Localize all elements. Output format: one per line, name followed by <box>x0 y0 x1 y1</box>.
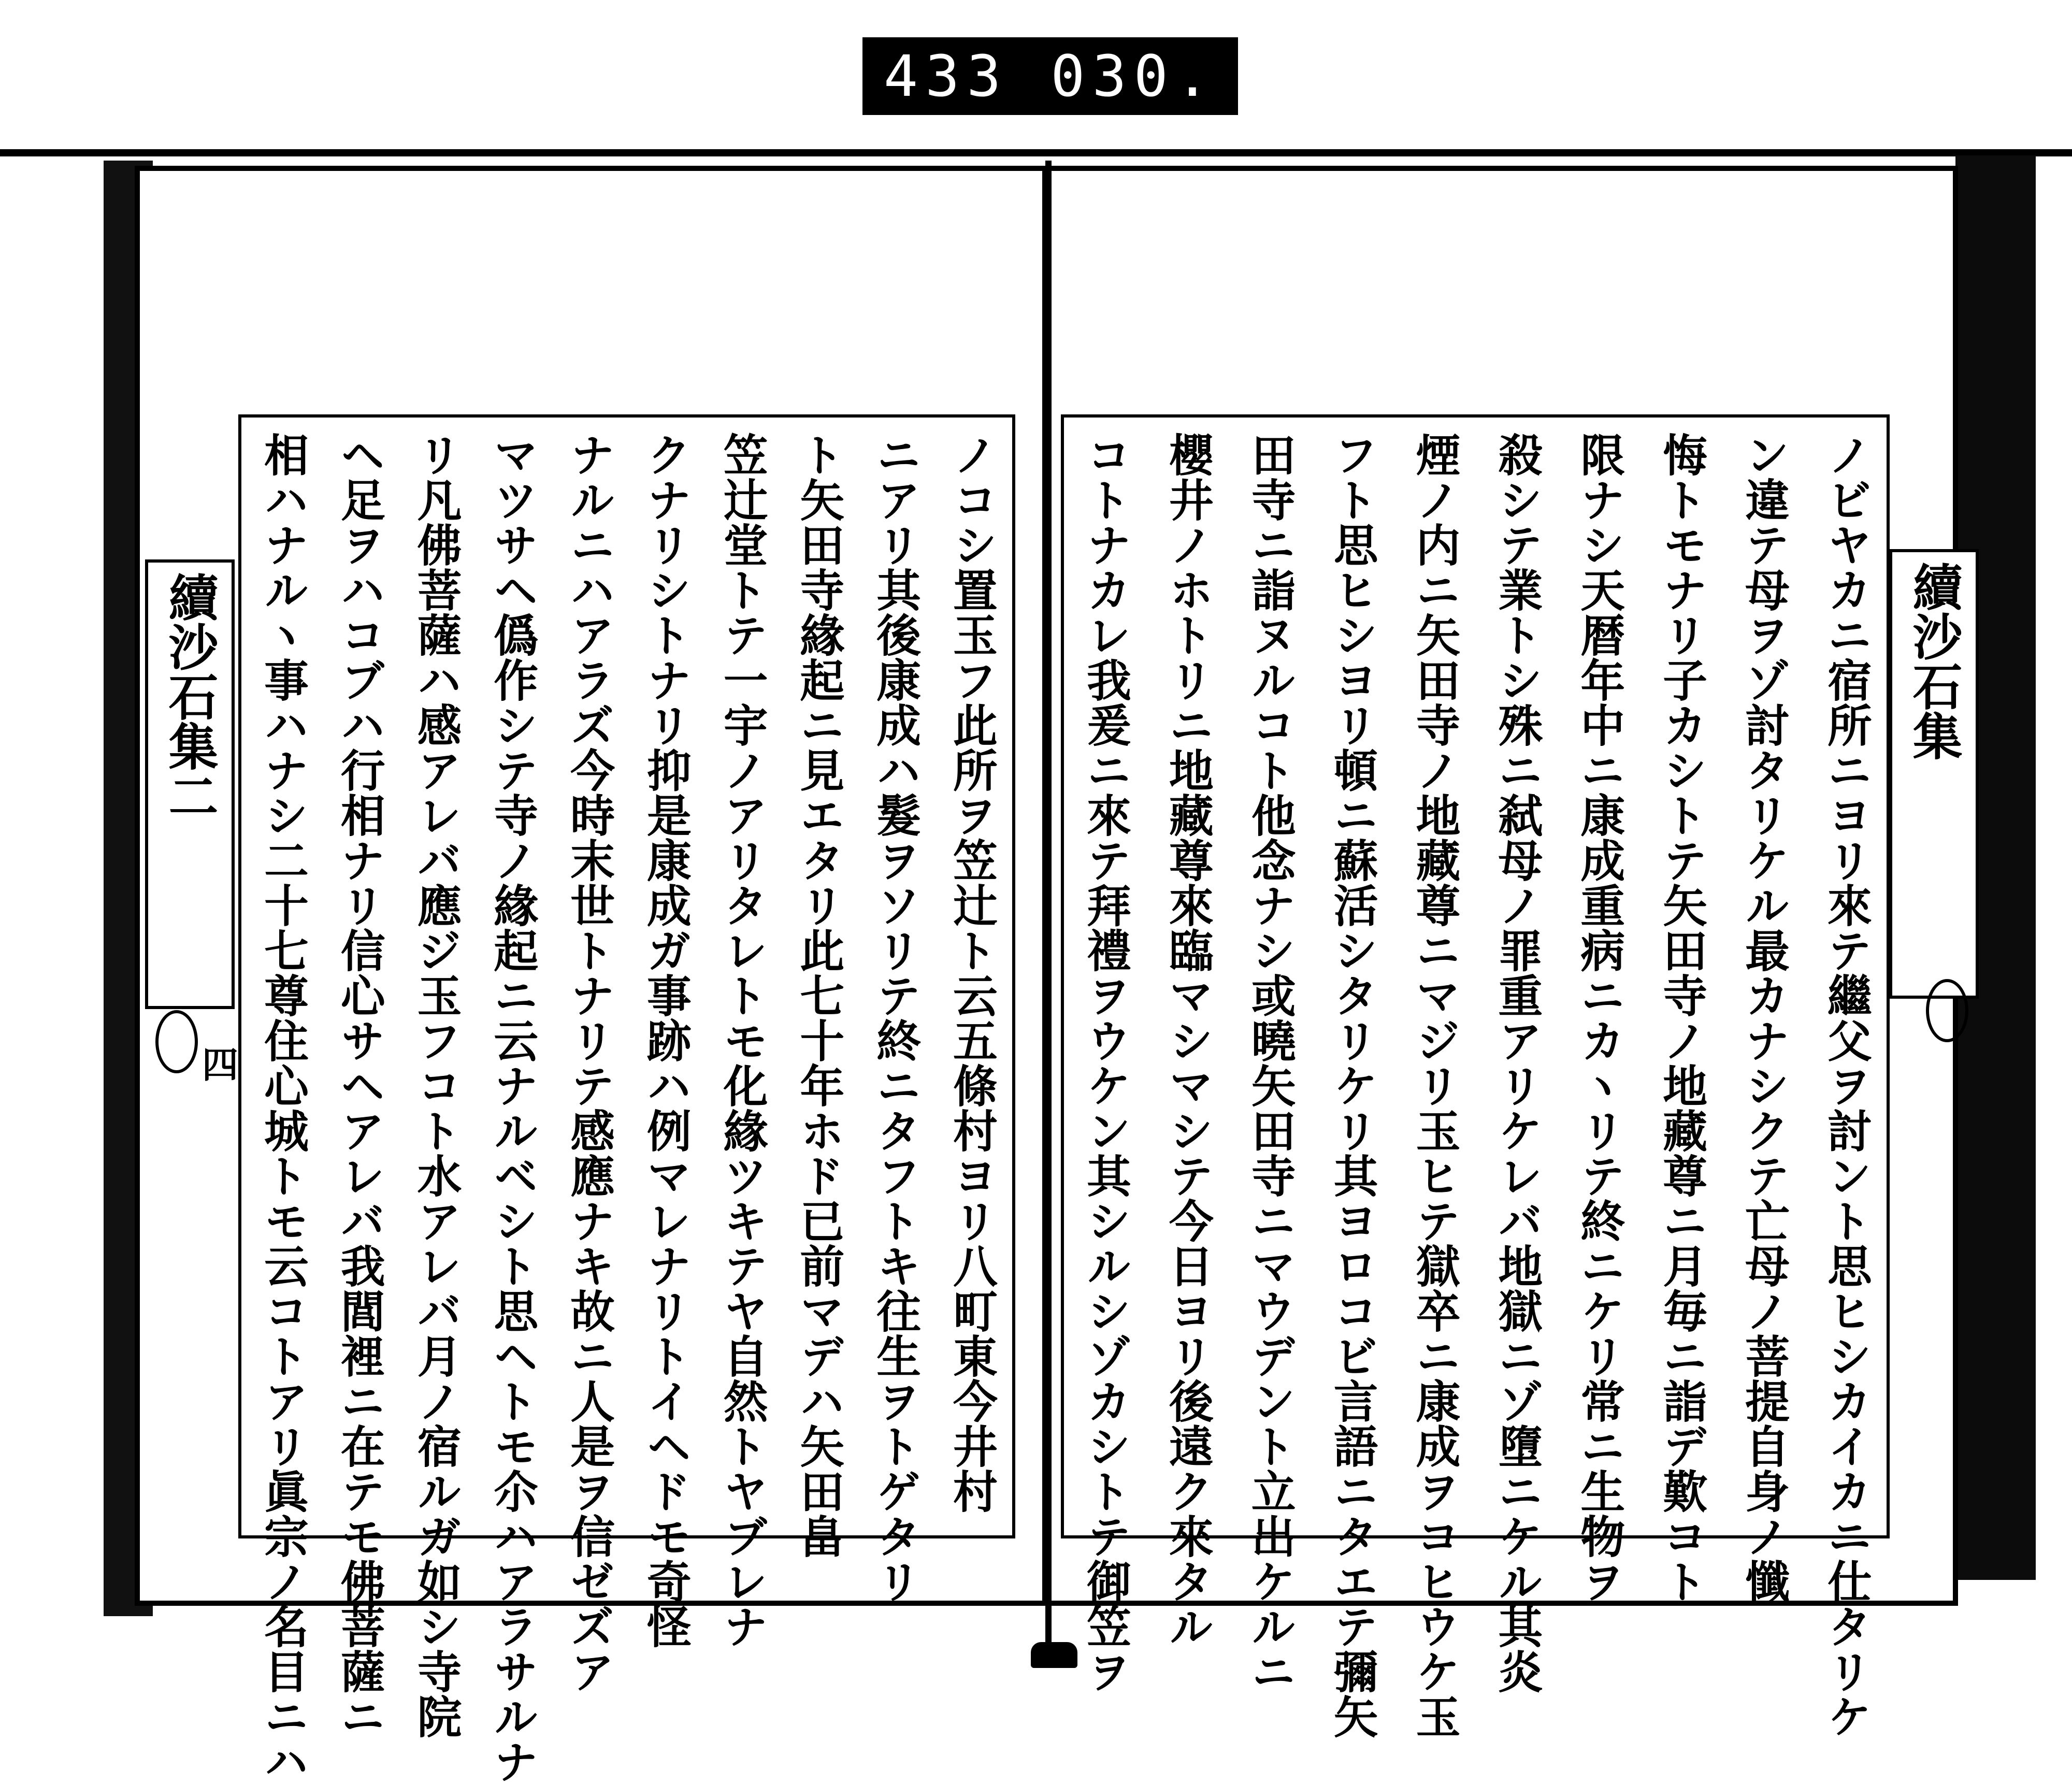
film-frame-counter <box>862 37 1238 115</box>
left-page-margin-title: 續沙石集二 <box>145 559 235 1009</box>
left-page <box>135 166 1046 1784</box>
text-column: ヘ足ヲハコブハ行相ナリ信心サヘアレバ我閭裡ニ在テモ佛菩薩ニ <box>333 432 385 1739</box>
open-book-spread <box>104 155 2036 1784</box>
text-column: フト思ヒシヨリ頓ニ蘇活シタリケリ其ヨロコビ言語ニタエテ彌矢 <box>1326 432 1378 1739</box>
text-column: コトナカレ我爰ニ來テ拜禮ヲウケン其シルシゾカシトテ御笠ヲ <box>1079 432 1131 1694</box>
text-column: ノビヤカニ宿所ニヨリ來テ繼父ヲ討ント思ヒシカイカニ仕タリケ <box>1819 432 1872 1739</box>
right-text-block <box>1061 414 1890 1739</box>
text-column: ト矢田寺緣起ニ見エタリ此七十年ホド已前マデハ矢田畠 <box>792 432 845 1559</box>
right-page <box>1046 166 1963 1739</box>
text-column: 悔トモナリ子カシトテ矢田寺ノ地藏尊ニ月毎ニ詣デ歎コト <box>1655 432 1708 1604</box>
text-column: 櫻井ノホトリニ地藏尊來臨マシマシテ今日ヨリ後遠ク來タル <box>1161 432 1214 1649</box>
leaf-number: 四 <box>202 1043 238 1086</box>
text-column: ン違テ母ヲゾ討タリケル最カナシクテ亡母ノ菩提自身ノ懺 <box>1737 432 1790 1604</box>
text-column: 相ハナルヽ事ハナシ二十七尊住心城トモ云コトアリ眞宗ノ名目ニハ <box>256 432 309 1784</box>
left-text-block <box>238 414 1015 1784</box>
text-column: 限ナシ天暦年中ニ康成重病ニカヽリテ終ニケリ常ニ生物ヲ <box>1573 432 1625 1604</box>
text-column: リ凡佛菩薩ハ感アレバ應ジ玉フコト水アレバ月ノ宿ルガ如シ寺院 <box>409 432 462 1739</box>
reel-number: 433 <box>883 43 1009 109</box>
text-column: ニアリ其後康成ハ髮ヲソリテ終ニタフトキ往生ヲトゲタリ <box>869 432 922 1604</box>
binding-hole <box>155 1010 198 1073</box>
frame-number: 030. <box>1051 43 1217 109</box>
text-column: ナルニハアラズ今時末世トナリテ感應ナキ故ニ人是ヲ信ゼズア <box>563 432 615 1694</box>
binding-hole <box>1926 979 1968 1042</box>
text-column: マツサヘ僞作シテ寺ノ緣起ニ云ナルベシト思ヘトモ尒ハアラサルナ <box>486 432 539 1784</box>
text-column: 煙ノ内ニ矢田寺ノ地藏尊ニマジリ玉ヒテ獄卒ニ康成ヲコヒウケ玉 <box>1408 432 1461 1739</box>
text-column: クナリシトナリ抑是康成ガ事跡ハ例マレナリトイヘドモ奇怪 <box>639 432 692 1649</box>
text-column: ノコシ置玉フ此所ヲ笠辻ト云五條村ヨリ八町東今井村 <box>945 432 998 1514</box>
book-gutter <box>1045 161 1052 1647</box>
text-column: 笠辻堂トテ一宇ノアリタレトモ化緣ツキテヤ自然トヤブレナ <box>715 432 768 1649</box>
text-column: 殺シテ業トシ殊ニ弑母ノ罪重アリケレバ地獄ニゾ墮ニケル其炎 <box>1490 432 1543 1694</box>
right-page-margin-title: 續沙石集 <box>1889 549 1979 999</box>
gutter-ink-mark <box>1031 1642 1077 1668</box>
text-column: 田寺ニ詣ヌルコト他念ナシ或曉矢田寺ニマウデント立出ケルニ <box>1243 432 1296 1694</box>
